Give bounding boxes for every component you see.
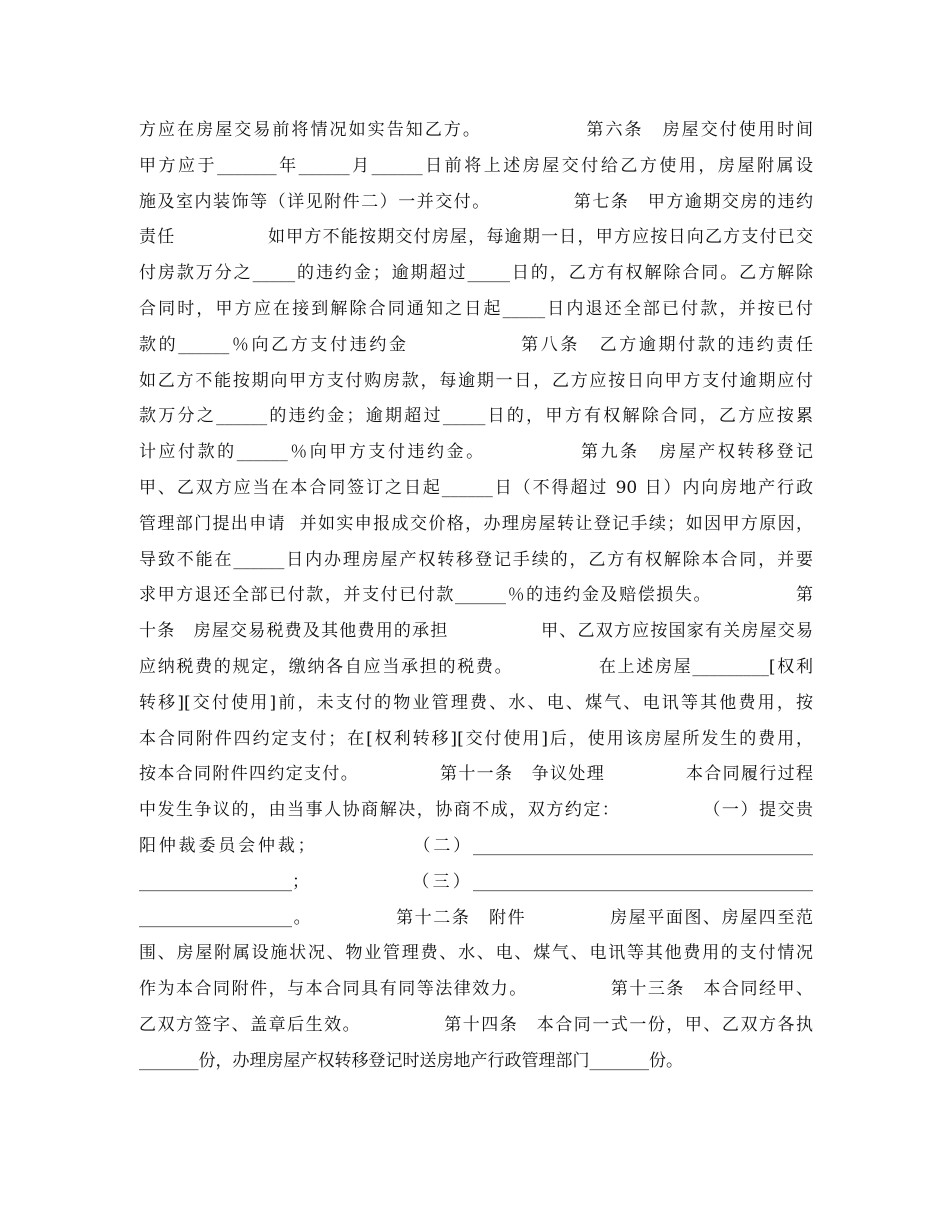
text-line-18: 本合同附件四约定支付；在[权利转移][交付使用]后，使用该房屋所发生的费用， xyxy=(139,728,813,749)
text-line-3: 施及室内装饰等（详见附件二）一并交付。 第七条 甲方逾期交房的违约 xyxy=(139,191,813,212)
text-line-7: 款的______％向乙方支付违约金 第八条 乙方逾期付款的违约责任 xyxy=(139,334,813,355)
text-line-4: 责任 如甲方不能按期交付房屋，每逾期一日，甲方应按日向乙方支付已交 xyxy=(139,227,813,248)
text-line-14: 求甲方退还全部已付款，并支付已付款______％的违约金及赔偿损失。 第 xyxy=(139,585,813,606)
text-line-24: 围、房屋附属设施状况、物业管理费、水、电、煤气、电讯等其他费用的支付情况 xyxy=(139,943,813,964)
text-line-17: 转移][交付使用]前，未支付的物业管理费、水、电、煤气、电讯等其他费用，按 xyxy=(139,692,813,713)
text-line-26: 乙双方签字、盖章后生效。 第十四条 本合同一式一份，甲、乙双方各执 xyxy=(139,1014,813,1035)
text-line-9: 款万分之______的违约金；逾期超过_____日的，甲方有权解除合同，乙方应按累 xyxy=(139,406,813,427)
text-line-25: 作为本合同附件，与本合同具有同等法律效力。 第十三条 本合同经甲、 xyxy=(139,979,813,1000)
text-line-10: 计应付款的______％向甲方支付违约金。 第九条 房屋产权转移登记 xyxy=(139,442,813,463)
text-line-15: 十条 房屋交易税费及其他费用的承担 甲、乙双方应按国家有关房屋交易 xyxy=(139,621,813,642)
text-line-2: 甲方应于_______年______月______日前将上述房屋交付给乙方使用，房屋附属设 xyxy=(139,155,813,176)
text-line-13: 导致不能在______日内办理房屋产权转移登记手续的，乙方有权解除本合同，并要 xyxy=(139,549,813,570)
text-line-11: 甲、乙双方应当在本合同签订之日起______日（不得超过 90 日）内向房地产行政 xyxy=(139,477,813,498)
text-line-27: _______份，办理房屋产权转移登记时送房地产行政管理部门_______份。 xyxy=(139,1050,683,1071)
contract-page xyxy=(139,113,813,1080)
text-line-20: 中发生争议的，由当事人协商解决，协商不成，双方约定： （一）提交贵 xyxy=(139,800,813,821)
text-line-8: 如乙方不能按期向甲方支付购房款，每逾期一日，乙方应按日向甲方支付逾期应付 xyxy=(139,370,813,391)
text-line-6: 合同时，甲方应在接到解除合同通知之日起_____日内退还全部已付款，并按已付 xyxy=(139,298,813,319)
text-line-5: 付房款万分之_____的违约金；逾期超过_____日的，乙方有权解除合同。乙方解除 xyxy=(139,263,813,284)
text-line-22: __________________； （三）________________________________________ xyxy=(139,871,813,892)
text-line-16: 应纳税费的规定，缴纳各自应当承担的税费。 在上述房屋_________[权利 xyxy=(139,656,813,677)
text-line-12: 管理部门提出申请 并如实申报成交价格，办理房屋转让登记手续；如因甲方原因， xyxy=(139,513,813,534)
text-line-23: __________________。 第十二条 附件 房屋平面图、房屋四至范 xyxy=(139,907,813,928)
text-line-1: 方应在房屋交易前将情况如实告知乙方。 第六条 房屋交付使用时间 xyxy=(139,120,813,140)
text-line-19: 按本合同附件四约定支付。 第十一条 争议处理 本合同履行过程 xyxy=(139,764,813,785)
text-line-21: 阳仲裁委员会仲裁； （二）________________________________________ xyxy=(139,835,813,856)
